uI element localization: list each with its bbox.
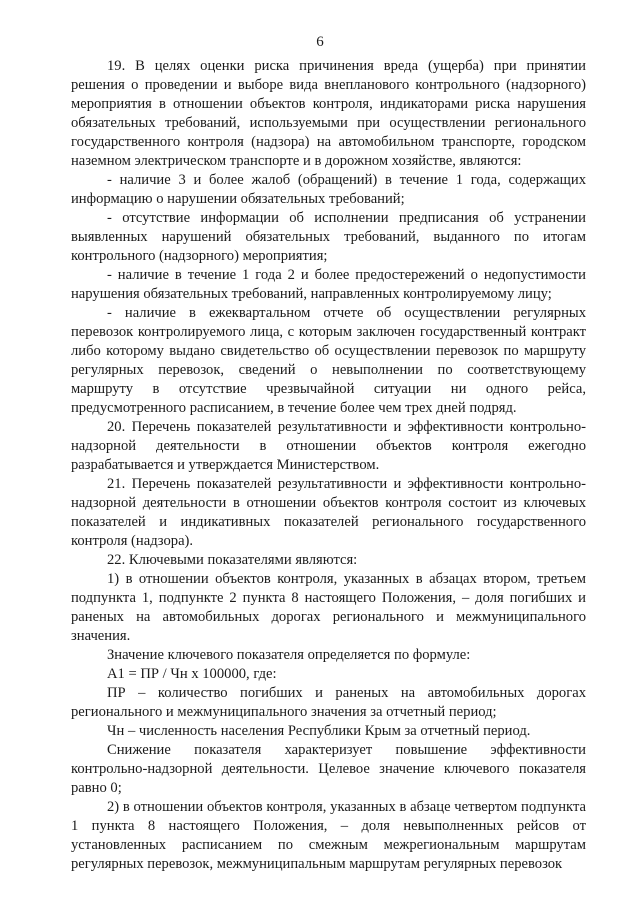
paragraph-22-heading: 22. Ключевыми показателями являются: bbox=[107, 552, 358, 568]
formula: А1 = ПР / Чн х 100000, где: bbox=[107, 666, 277, 682]
list-item-quarterly-report: - наличие в ежеквартальном отчете об осуществлении регулярных перевозок контролируемого лица, с которым заключен государственный контракт либо которому выдано свидетельство об осуществлении перевозок по маршруту регулярных перевозок, сведений о невыполнении по соответствующему маршруту в отсутствие чрезвычайной ситуации ни одного рейса, предусмотренного расписанием, в течение более чем трех дней подряд. bbox=[71, 305, 586, 416]
formula-intro: Значение ключевого показателя определяется по формуле: bbox=[107, 647, 471, 663]
formula-variable-pr: ПР – количество погибших и раненых на автомобильных дорогах регионального и межмуниципального значения за отчетный период; bbox=[71, 685, 586, 720]
indicator-2-definition: 2) в отношении объектов контроля, указанных в абзаце четвертом подпункта 1 пункта 8 настоящего Положения, – доля невыполненных рейсов от установленных расписанием по смежным межрегиональным маршрутам регулярных перевозок, межмуниципальным маршрутам регулярных перевозок bbox=[71, 799, 586, 872]
indicator-1-target: Снижение показателя характеризует повышение эффективности контрольно-надзорной деятельности. Целевое значение ключевого показателя равно 0; bbox=[71, 742, 586, 796]
indicator-1-definition: 1) в отношении объектов контроля, указанных в абзацах втором, третьем подпункта 1, подпункте 2 пункта 8 настоящего Положения, – доля погибших и раненых на автомобильных дорогах регионального и межмуниципального значения. bbox=[71, 571, 586, 644]
paragraph-21: 21. Перечень показателей результативности и эффективности контрольно-надзорной деятельности в отношении объектов контроля состоит из ключевых показателей и индикативных показателей регионального государственного контроля (надзора). bbox=[71, 476, 586, 549]
paragraph-20: 20. Перечень показателей результативности и эффективности контрольно-надзорной деятельности в отношении объектов контроля ежегодно разрабатывается и утверждается Министерством. bbox=[71, 419, 586, 473]
page-number: 6 bbox=[316, 34, 324, 50]
list-item-complaints: - наличие 3 и более жалоб (обращений) в течение 1 года, содержащих информацию о нарушении обязательных требований; bbox=[71, 172, 586, 207]
paragraph-19-intro: 19. В целях оценки риска причинения вреда (ущерба) при принятии решения о проведении и выборе вида внепланового контрольного (надзорного) мероприятия в отношении объектов контроля, индикаторами риска нарушения обязательных требований, используемыми при осуществлении регионального государственного контроля (надзора) на автомобильном транспорте, городском наземном электрическом транспорте и в дорожном хозяйстве, являются: bbox=[71, 58, 586, 169]
list-item-order-execution: - отсутствие информации об исполнении предписания об устранении выявленных нарушений обязательных требований, выданного по итогам контрольного (надзорного) мероприятия; bbox=[71, 210, 586, 264]
formula-variable-chn: Чн – численность населения Республики Крым за отчетный период. bbox=[107, 723, 531, 739]
list-item-warnings: - наличие в течение 1 года 2 и более предостережений о недопустимости нарушения обязательных требований, направленных контролируемому лицу; bbox=[71, 267, 586, 302]
document-body bbox=[71, 57, 586, 874]
